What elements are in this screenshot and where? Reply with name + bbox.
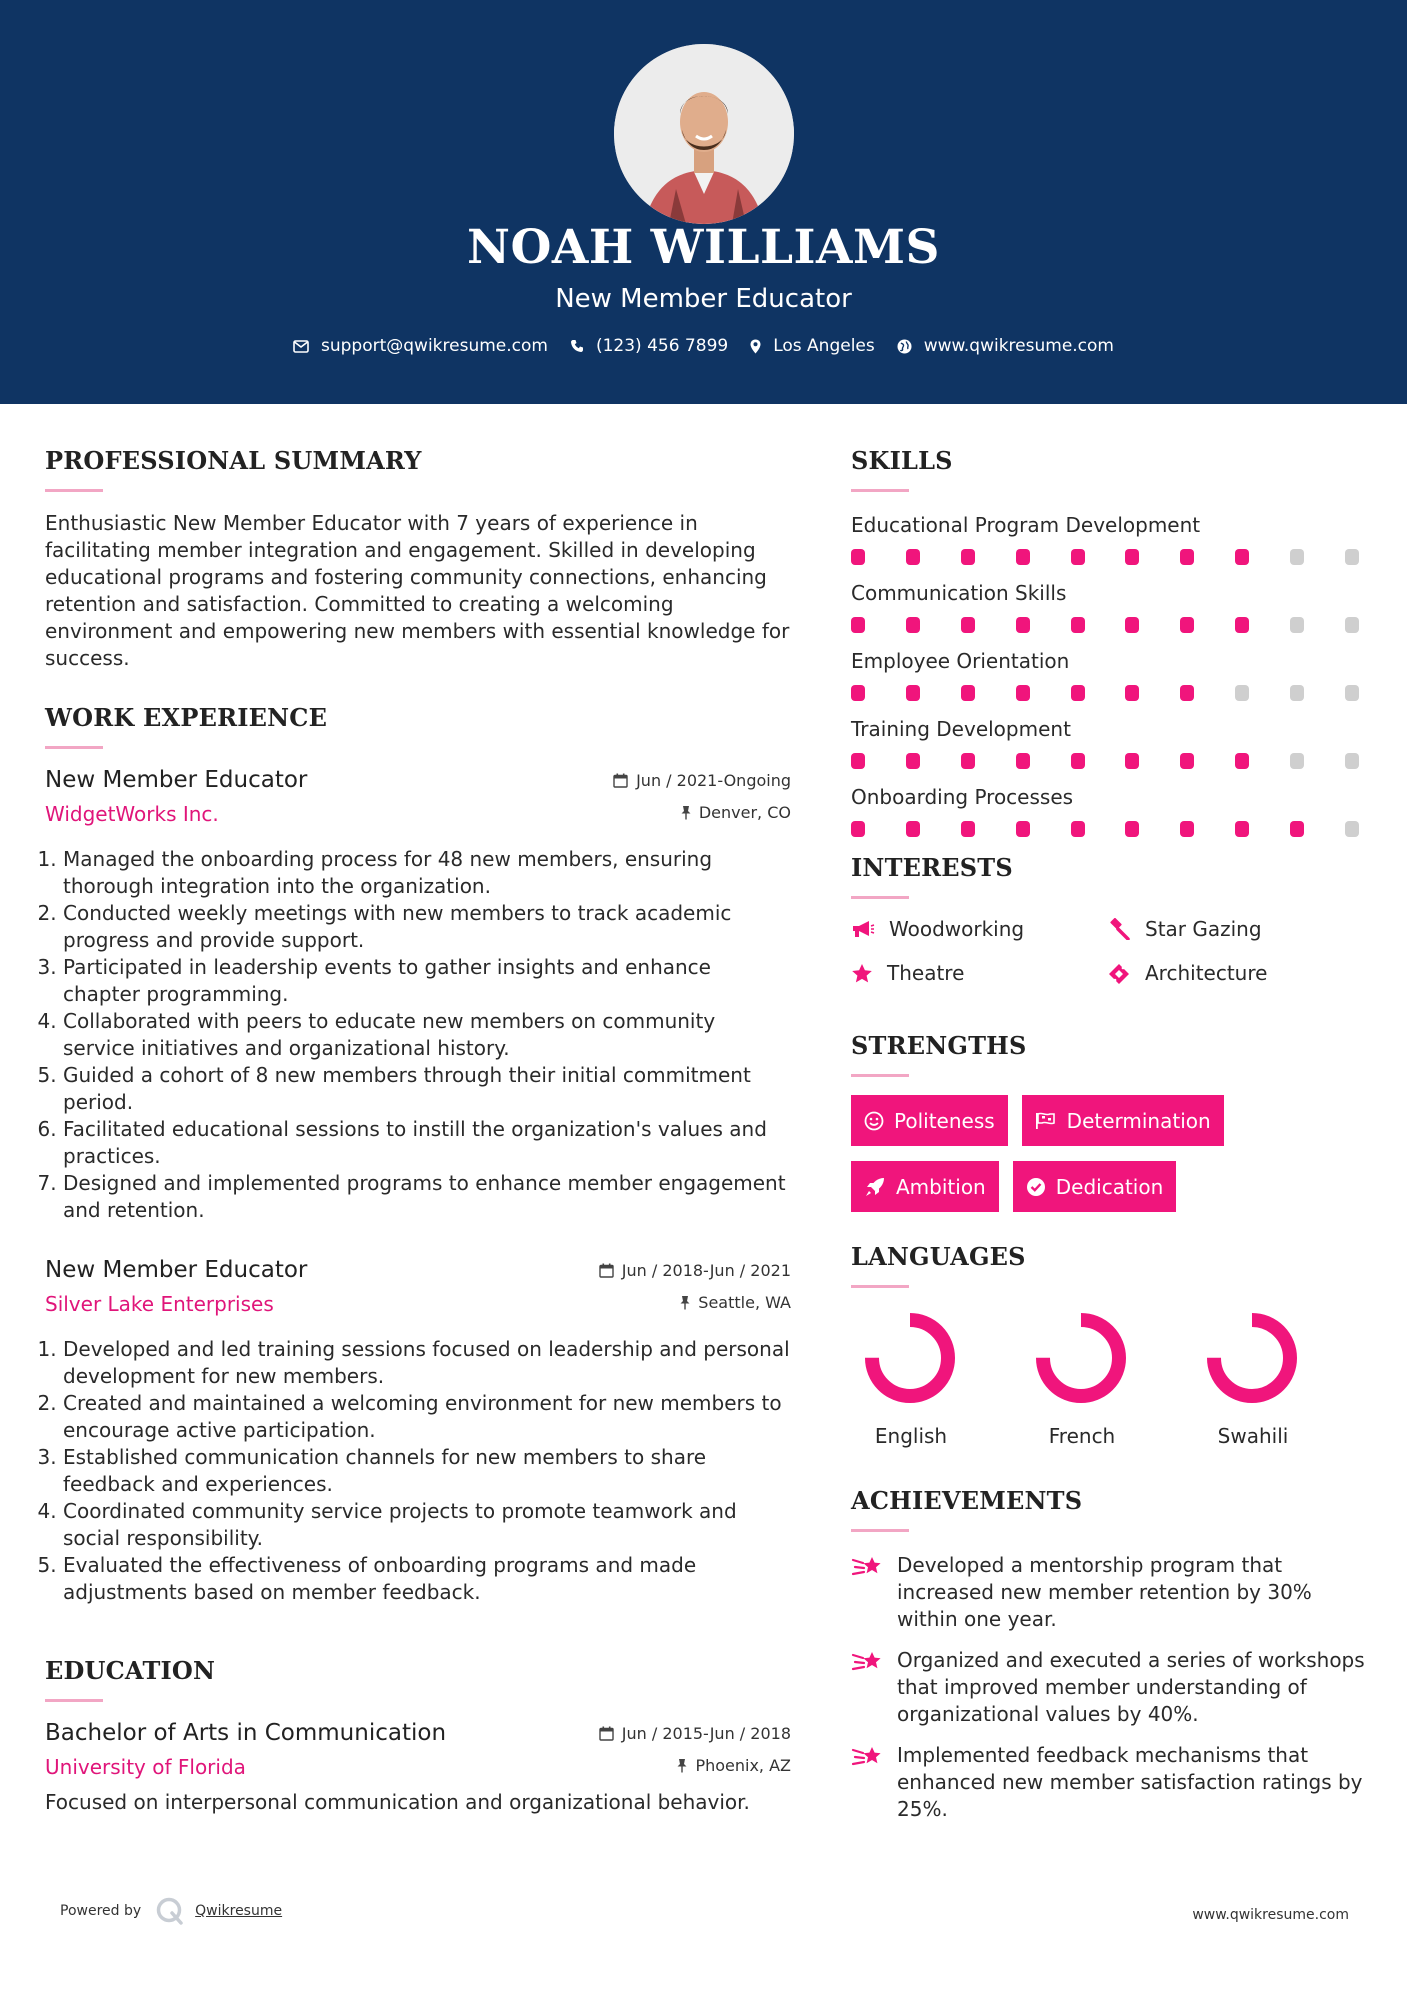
- languages-heading: LANGUAGES: [851, 1242, 1026, 1271]
- skill-dot-filled: [1125, 753, 1139, 769]
- language-item: [1193, 1306, 1364, 1448]
- education-section: [45, 1656, 791, 1816]
- skill-dot-empty: [1345, 685, 1359, 701]
- skill-dot-empty: [1290, 685, 1304, 701]
- footer-powered-by: [60, 1896, 282, 1926]
- skill-dot-filled: [1180, 753, 1194, 769]
- skill-dot-filled: [961, 549, 975, 565]
- education-date: [599, 1724, 791, 1743]
- job-date-text: Jun / 2021-Ongoing: [636, 771, 791, 790]
- pushpin-icon: [681, 805, 691, 820]
- interest-item: [1107, 961, 1363, 985]
- job-entry: [45, 767, 791, 1224]
- star-icon: [851, 963, 873, 984]
- rocket-icon: [864, 1176, 886, 1198]
- interests-list: [851, 917, 1371, 985]
- skills-heading: SKILLS: [851, 446, 953, 475]
- skill-name: Employee Orientation: [851, 649, 1070, 673]
- skill-dot-filled: [906, 753, 920, 769]
- job-bullets: [45, 846, 791, 1224]
- job-bullet: 1. Developed and led training sessions focused on leadership and personal development for new members.: [63, 1336, 791, 1390]
- summary-divider: [45, 489, 103, 492]
- skill-dot-filled: [906, 821, 920, 837]
- contact-location: [750, 336, 875, 356]
- skill-dot-empty: [1290, 617, 1304, 633]
- skill-dot-empty: [1345, 821, 1359, 837]
- skill-dot-filled: [1016, 821, 1030, 837]
- skill-dot-filled: [1235, 549, 1249, 565]
- calendar-icon: [613, 773, 628, 788]
- interests-section: [851, 853, 1371, 985]
- job-location: [680, 1293, 791, 1312]
- phone-icon: [570, 339, 584, 353]
- achievement-item: [851, 1647, 1371, 1728]
- gavel-icon: [1107, 918, 1131, 940]
- skill-rating: [851, 753, 1359, 769]
- skill-rating: [851, 549, 1359, 565]
- skill-dot-filled: [1071, 821, 1085, 837]
- education-heading: EDUCATION: [45, 1656, 216, 1685]
- summary-heading: PROFESSIONAL SUMMARY: [45, 446, 422, 475]
- skill-rating: [851, 685, 1359, 701]
- strength-badge: [1022, 1095, 1224, 1146]
- job-company: WidgetWorks Inc.: [45, 802, 219, 826]
- resume-header: [0, 0, 1407, 404]
- calendar-icon: [599, 1726, 614, 1741]
- experience-heading: WORK EXPERIENCE: [45, 703, 328, 732]
- education-divider: [45, 1699, 103, 1702]
- contact-website[interactable]: [897, 336, 1114, 356]
- job-bullet: 4. Coordinated community service projects to promote teamwork and social responsibility.: [63, 1498, 791, 1552]
- degree-title: Bachelor of Arts in Communication: [45, 1720, 447, 1746]
- language-ring: [858, 1306, 962, 1410]
- shooting-star-icon: [851, 1649, 885, 1675]
- skill-dot-filled: [906, 617, 920, 633]
- skill-dot-filled: [1071, 617, 1085, 633]
- skill-dot-filled: [1016, 753, 1030, 769]
- achievement-text: Organized and executed a series of workshops that improved member understanding of organizational values by 40%.: [897, 1648, 1365, 1726]
- interest-label: Theatre: [887, 961, 965, 985]
- language-name: English: [874, 1424, 948, 1448]
- interest-label: Star Gazing: [1145, 917, 1262, 941]
- skill-dot-filled: [961, 617, 975, 633]
- interests-heading: INTERESTS: [851, 853, 1013, 882]
- job-bullet: 1. Managed the onboarding process for 48 new members, ensuring thorough integration into the organization.: [63, 846, 791, 900]
- achievement-text: Implemented feedback mechanisms that enhanced new member satisfaction ratings by 25%.: [897, 1743, 1363, 1821]
- school-name: University of Florida: [45, 1755, 246, 1779]
- skill-dot-empty: [1290, 549, 1304, 565]
- contact-phone[interactable]: [570, 336, 728, 356]
- skill-dot-filled: [851, 685, 865, 701]
- language-item: [851, 1306, 1022, 1448]
- strength-label: Determination: [1066, 1108, 1211, 1133]
- job-bullets: [45, 1336, 791, 1606]
- achievement-item: [851, 1742, 1371, 1823]
- strengths-section: [851, 1031, 1371, 1212]
- interests-divider: [851, 896, 909, 899]
- education-description: Focused on interpersonal communication and organizational behavior.: [45, 1790, 750, 1814]
- job-bullet: 6. Facilitated educational sessions to instill the organization's values and practices.: [63, 1116, 791, 1170]
- skill-dot-filled: [961, 685, 975, 701]
- education-date-text: Jun / 2015-Jun / 2018: [621, 1724, 791, 1743]
- globe-icon: [897, 339, 912, 354]
- skill-rating: [851, 617, 1359, 633]
- check-circle-icon: [1026, 1177, 1046, 1197]
- skills-list: [851, 513, 1371, 837]
- skill-dot-filled: [1071, 753, 1085, 769]
- skill-dot-filled: [1235, 617, 1249, 633]
- right-column: [851, 446, 1371, 1837]
- languages-divider: [851, 1285, 909, 1288]
- skill-dot-filled: [961, 753, 975, 769]
- pushpin-icon: [680, 1295, 690, 1310]
- strengths-heading: STRENGTHS: [851, 1031, 1027, 1060]
- job-title: New Member Educator: [45, 767, 308, 793]
- strengths-divider: [851, 1074, 909, 1077]
- language-ring: [1200, 1306, 1304, 1410]
- profile-photo: [614, 44, 794, 224]
- footer-website[interactable]: www.qwikresume.com: [1192, 1907, 1349, 1923]
- powered-by-label: Powered by: [60, 1903, 142, 1919]
- candidate-title: New Member Educator: [555, 284, 852, 314]
- contact-phone-text: (123) 456 7899: [595, 336, 729, 356]
- language-item: [1022, 1306, 1193, 1448]
- interest-item: [1107, 917, 1363, 941]
- skill-dot-filled: [906, 549, 920, 565]
- skill-dot-filled: [851, 549, 865, 565]
- language-ring: [1029, 1306, 1133, 1410]
- job-bullet: 5. Evaluated the effectiveness of onboarding programs and made adjustments based on member feedback.: [63, 1552, 791, 1606]
- skill-dot-filled: [906, 685, 920, 701]
- experience-divider: [45, 746, 103, 749]
- achievements-heading: ACHIEVEMENTS: [851, 1486, 1083, 1515]
- skill-dot-filled: [1290, 821, 1304, 837]
- job-location-text: Denver, CO: [698, 803, 791, 822]
- education-entry: [45, 1720, 791, 1816]
- language-name: Swahili: [1217, 1424, 1289, 1448]
- job-bullet: 3. Participated in leadership events to gather insights and enhance chapter programming.: [63, 954, 791, 1008]
- summary-section: [45, 446, 791, 672]
- skill-dot-filled: [1125, 617, 1139, 633]
- achievement-text: Developed a mentorship program that increased new member retention by 30% within one year.: [897, 1553, 1312, 1631]
- contact-location-text: Los Angeles: [773, 336, 875, 356]
- flag-icon: [1035, 1112, 1057, 1130]
- skill-rating: [851, 821, 1359, 837]
- strength-label: Ambition: [896, 1174, 986, 1199]
- skill-dot-filled: [961, 821, 975, 837]
- qwikresume-logo-icon: [155, 1896, 185, 1926]
- skill-dot-empty: [1345, 617, 1359, 633]
- skill-name: Communication Skills: [851, 581, 1067, 605]
- achievement-item: [851, 1552, 1371, 1633]
- skill-dot-filled: [1180, 685, 1194, 701]
- education-location-text: Phoenix, AZ: [695, 1756, 791, 1775]
- strength-badge: [1013, 1161, 1177, 1212]
- job-bullet: 2. Created and maintained a welcoming environment for new members to encourage active participation.: [63, 1390, 791, 1444]
- languages-list: [851, 1306, 1371, 1448]
- megaphone-icon: [851, 919, 875, 939]
- footer-brand-link[interactable]: Qwikresume: [195, 1903, 283, 1919]
- job-location: [681, 803, 791, 822]
- skill-dot-filled: [1071, 685, 1085, 701]
- skill-dot-filled: [1016, 549, 1030, 565]
- experience-section: [45, 703, 791, 1606]
- skills-divider: [851, 489, 909, 492]
- job-company: Silver Lake Enterprises: [45, 1292, 274, 1316]
- job-location-text: Seattle, WA: [698, 1293, 791, 1312]
- skill-dot-filled: [1016, 617, 1030, 633]
- languages-section: [851, 1242, 1371, 1448]
- skill-dot-empty: [1345, 549, 1359, 565]
- skill-dot-empty: [1235, 685, 1249, 701]
- candidate-name: NOAH WILLIAMS: [467, 220, 940, 275]
- job-date: [613, 771, 791, 790]
- contact-email[interactable]: [293, 336, 548, 356]
- job-bullet: 7. Designed and implemented programs to enhance member engagement and retention.: [63, 1170, 791, 1224]
- skill-dot-filled: [1180, 549, 1194, 565]
- skill-dot-filled: [851, 821, 865, 837]
- strengths-list: [851, 1095, 1371, 1212]
- skill-name: Educational Program Development: [851, 513, 1201, 537]
- interest-label: Architecture: [1145, 961, 1268, 985]
- skill-dot-filled: [1180, 821, 1194, 837]
- map-pin-icon: [750, 339, 761, 354]
- contact-bar: [0, 336, 1407, 356]
- job-date: [599, 1261, 791, 1280]
- contact-website-text: www.qwikresume.com: [923, 336, 1114, 356]
- shooting-star-icon: [851, 1744, 885, 1770]
- strength-badge: [851, 1095, 1008, 1146]
- strength-label: Dedication: [1055, 1174, 1164, 1199]
- ticket-icon: [1107, 962, 1131, 984]
- job-bullet: 2. Conducted weekly meetings with new members to track academic progress and provide support.: [63, 900, 791, 954]
- achievements-list: [851, 1552, 1371, 1823]
- skill-dot-filled: [1125, 549, 1139, 565]
- skill-name: Onboarding Processes: [851, 785, 1074, 809]
- skill-dot-filled: [1235, 821, 1249, 837]
- calendar-icon: [599, 1263, 614, 1278]
- smile-icon: [864, 1111, 884, 1131]
- skill-dot-filled: [1125, 685, 1139, 701]
- skill-dot-empty: [1290, 753, 1304, 769]
- skill-name: Training Development: [851, 717, 1071, 741]
- job-date-text: Jun / 2018-Jun / 2021: [621, 1261, 791, 1280]
- strength-badge: [851, 1161, 999, 1212]
- job-bullet: 5. Guided a cohort of 8 new members through their initial commitment period.: [63, 1062, 791, 1116]
- strength-label: Politeness: [894, 1108, 995, 1133]
- pushpin-icon: [677, 1758, 687, 1773]
- skill-dot-filled: [1125, 821, 1139, 837]
- achievements-section: [851, 1486, 1371, 1823]
- education-location: [677, 1756, 791, 1775]
- job-title: New Member Educator: [45, 1257, 308, 1283]
- skill-dot-filled: [851, 753, 865, 769]
- envelope-icon: [293, 340, 309, 353]
- skill-dot-filled: [1180, 617, 1194, 633]
- skill-dot-filled: [1235, 753, 1249, 769]
- summary-text: Enthusiastic New Member Educator with 7 years of experience in facilitating member integration and engagement. Skilled in developing educational programs and fostering community connections, enhancing retention and satisfaction. Committed to creating a welcoming environment and empowering new members with essential knowledge for success.: [45, 511, 790, 670]
- skill-dot-filled: [1016, 685, 1030, 701]
- interest-label: Woodworking: [889, 917, 1025, 941]
- shooting-star-icon: [851, 1554, 885, 1580]
- achievements-divider: [851, 1529, 909, 1532]
- interest-item: [851, 961, 1107, 985]
- job-bullet: 4. Collaborated with peers to educate new members on community service initiatives and organizational history.: [63, 1008, 791, 1062]
- skill-dot-filled: [1071, 549, 1085, 565]
- contact-email-text: support@qwikresume.com: [321, 336, 548, 356]
- language-name: French: [1048, 1424, 1116, 1448]
- left-column: [45, 446, 791, 1816]
- skill-dot-empty: [1345, 753, 1359, 769]
- skills-section: [851, 446, 1371, 837]
- interest-item: [851, 917, 1107, 941]
- job-entry: [45, 1257, 791, 1606]
- job-bullet: 3. Established communication channels for new members to share feedback and experiences.: [63, 1444, 791, 1498]
- skill-dot-filled: [851, 617, 865, 633]
